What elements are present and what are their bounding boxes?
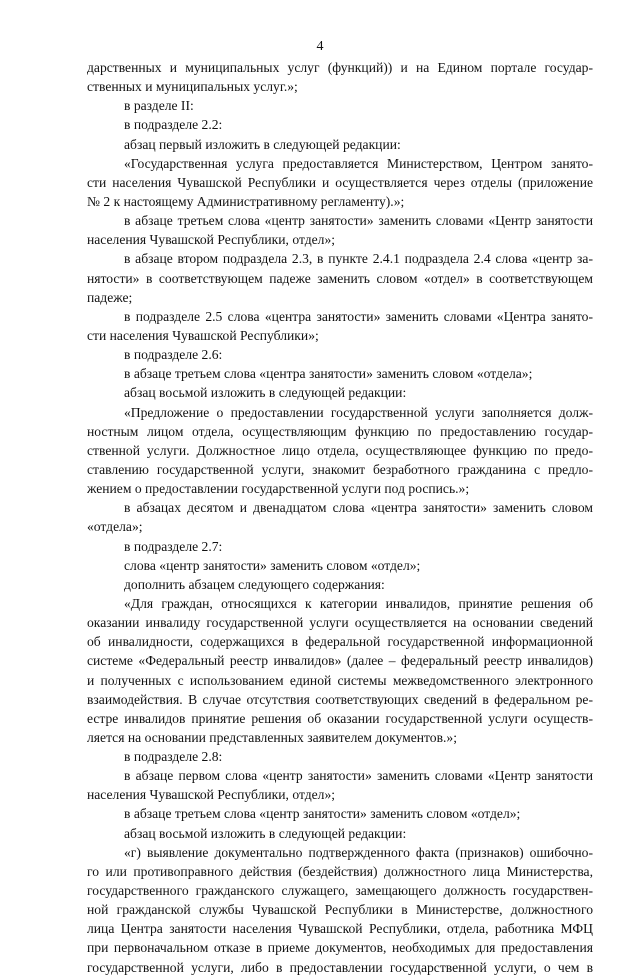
paragraph [87, 843, 593, 977]
paragraph [87, 383, 593, 402]
text-line: жением о предоставлении государственной услуги под роспись.»; [87, 481, 470, 497]
text-line: ственной услуги. Должностное лицо отдела, осуществляющее функцию по предо- [87, 442, 593, 458]
text-line: слова «центр занятости» заменить словом «отдел»; [124, 557, 421, 573]
text-line: го или противоправного действия (бездействия) должностного лица Министерства, [87, 863, 593, 879]
text-line: ставлению государственной услуги, знакомит безработного гражданина с предло- [87, 461, 593, 477]
text-line: в подразделе 2.2: [124, 117, 223, 133]
text-line: в подразделе 2.7: [124, 538, 223, 554]
text-line: нятости» в соответствующем падеже заменить словом «отдел» в соответствующем [87, 270, 593, 286]
paragraph [87, 804, 593, 823]
paragraph [87, 307, 593, 345]
page-number: 4 [316, 39, 324, 54]
text-line: ственных и муниципальных услуг.»; [87, 79, 298, 95]
text-line: государственной услуги, либо в предоставлении государственной услуги, о чем в [87, 959, 593, 975]
text-line: ной гражданской службы Чувашской Республики в Министерстве, должностного [87, 902, 593, 918]
text-line: населения Чувашской Республики, отдел»; [87, 787, 336, 803]
text-line: абзац восьмой изложить в следующей редакции: [124, 385, 407, 401]
text-line: в абзаце третьем слова «центра занятости» заменить словом «отдела»; [124, 366, 533, 382]
paragraph [87, 747, 593, 766]
paragraph [87, 96, 593, 115]
text-line: «Для граждан, относящихся к категории инвалидов, принятие решения об [124, 595, 593, 611]
paragraph [87, 824, 593, 843]
paragraph [87, 766, 593, 804]
text-line: оказании инвалиду государственной услуги осуществляется на основании сведений [87, 615, 593, 631]
text-line: в абзаце третьем слова «центр занятости» заменить словом «отдел»; [124, 806, 521, 822]
text-line: в абзацах десятом и двенадцатом слова «центра занятости» заменить словом [124, 500, 593, 516]
text-line: дополнить абзацем следующего содержания: [124, 576, 385, 592]
text-line: при первоначальном отказе в приеме документов, необходимых для предоставления [87, 940, 593, 956]
text-line: в подразделе 2.6: [124, 347, 223, 363]
paragraph [87, 58, 593, 96]
text-line: сти населения Чувашской Республики»; [87, 327, 319, 343]
text-line: «Государственная услуга предоставляется Министерством, Центром занято- [124, 155, 593, 171]
paragraph [87, 556, 593, 575]
text-line: в разделе II: [124, 98, 194, 114]
text-line: «отдела»; [87, 519, 143, 535]
text-line: падеже; [87, 289, 133, 305]
text-line: в абзаце первом слова «центр занятости» заменить словами «Центр занятости [124, 768, 593, 784]
paragraph [87, 154, 593, 211]
paragraph [87, 364, 593, 383]
paragraph [87, 537, 593, 556]
paragraph [87, 594, 593, 747]
text-line: дарственных и муниципальных услуг (функций)) и на Едином портале государ- [87, 60, 593, 75]
paragraph [87, 249, 593, 306]
paragraph [87, 115, 593, 134]
text-line: ляется на основании представленных заявителем документов.»; [87, 729, 457, 745]
text-line: № 2 к настоящему Административному регламенту).»; [87, 193, 405, 209]
text-line: лица Центра занятости населения Чувашской Республики, отдела, работника МФЦ [87, 921, 593, 937]
text-line: «г) выявление документально подтвержденного факта (признаков) ошибочно- [124, 844, 593, 860]
text-line: абзац восьмой изложить в следующей редакции: [124, 825, 407, 841]
text-line: в абзаце третьем слова «центр занятости» заменить словами «Центр занятости [124, 213, 593, 229]
text-line: населения Чувашской Республики, отдел»; [87, 232, 336, 248]
text-line: государственного гражданского служащего, замещающего должность государствен- [87, 883, 593, 899]
text-line: в подразделе 2.8: [124, 749, 223, 765]
text-line: в подразделе 2.5 слова «центра занятости» заменить словами «Центра занято- [124, 308, 593, 324]
text-line: и полученных с использованием единой системы межведомственного электронного [87, 672, 593, 688]
text-line: ностным лицом отдела, осуществляющим функцию по предоставлению государ- [87, 423, 593, 439]
text-line: абзац первый изложить в следующей редакции: [124, 136, 401, 152]
paragraph [87, 211, 593, 249]
paragraph [87, 403, 593, 499]
text-line: сти населения Чувашской Республики и осуществляется через отделы (приложение [87, 174, 593, 190]
paragraph [87, 498, 593, 536]
document-body [87, 58, 593, 977]
text-line: естре инвалидов принятие решения об оказании государственной услуги осуществ- [87, 710, 593, 726]
paragraph [87, 135, 593, 154]
text-line: системе «Федеральный реестр инвалидов» (далее – федеральный реестр инвалидов) [87, 653, 593, 669]
paragraph [87, 345, 593, 364]
text-line: об инвалидности, содержащихся в федеральной государственной информационной [87, 634, 593, 650]
text-line: в абзаце втором подраздела 2.3, в пункте 2.4.1 подраздела 2.4 слова «центр за- [124, 251, 593, 267]
text-line: «Предложение о предоставлении государственной услуги заполняется долж- [124, 404, 593, 420]
paragraph [87, 575, 593, 594]
text-line: взаимодействия. В случае отсутствия соответствующих сведений в федеральном ре- [87, 691, 593, 707]
